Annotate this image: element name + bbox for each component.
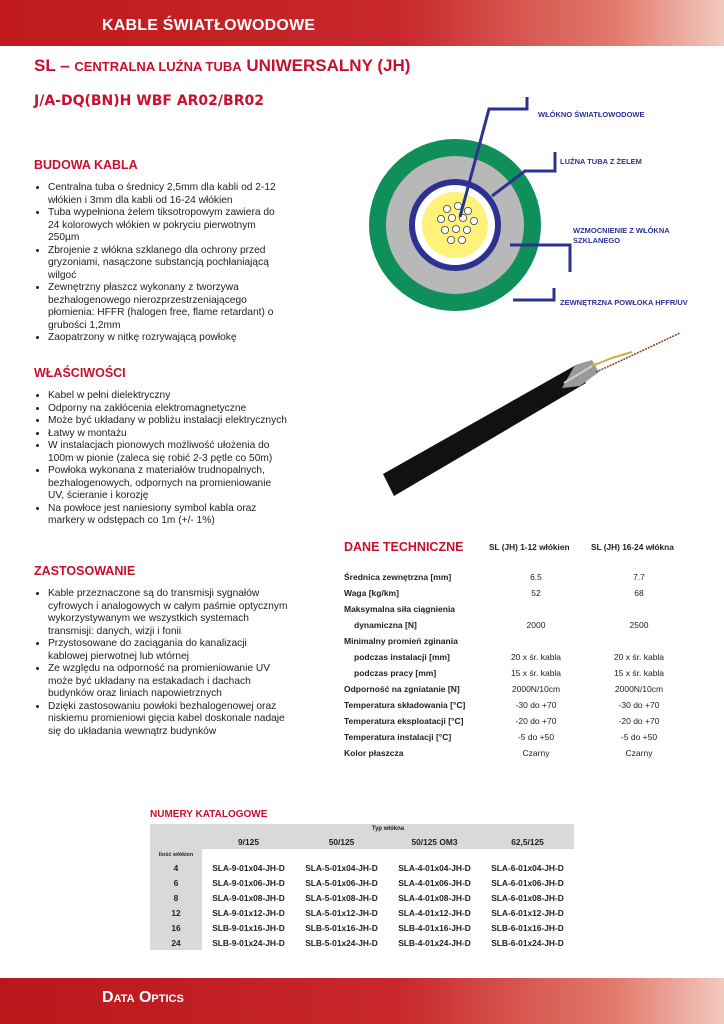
tech-row bbox=[344, 748, 704, 762]
tech-row bbox=[344, 652, 704, 666]
tech-value-2: 2500 bbox=[629, 620, 649, 630]
wlasciwosci-list bbox=[34, 390, 288, 528]
tech-key: Waga [kg/km] bbox=[344, 588, 399, 598]
catalog-code: SLA-9-01x08-JH-D bbox=[212, 892, 285, 903]
catalog-row bbox=[150, 860, 574, 875]
catalog-code: SLB-4-01x16-JH-D bbox=[398, 922, 471, 933]
tech-value-2: 7.7 bbox=[633, 572, 645, 582]
catalog-row bbox=[150, 890, 574, 905]
budowa-heading: BUDOWA KABLA bbox=[34, 158, 138, 172]
tech-key: dynamiczna [N] bbox=[354, 620, 417, 630]
zastosowanie-heading: ZASTOSOWANIE bbox=[34, 564, 136, 578]
budowa-item: • Zbrojenie z włókna szklanego dla ochrony przed gryzoniami, nasączone substancją pochłaniającą wilgoć bbox=[48, 245, 288, 283]
tech-value-1: 15 x śr. kabla bbox=[510, 668, 562, 678]
catalog-code: SLB-6-01x24-JH-D bbox=[491, 937, 564, 948]
tech-row bbox=[344, 588, 704, 602]
tech-row bbox=[344, 716, 704, 730]
label-jacket: ZEWNĘTRZNA POWŁOKA HFFR/UV bbox=[560, 298, 688, 307]
catalog-row bbox=[150, 935, 574, 950]
catalog-code: SLA-5-01x12-JH-D bbox=[305, 907, 378, 918]
catalog-row bbox=[150, 905, 574, 920]
title-suffix: UNIWERSALNY (JH) bbox=[246, 56, 411, 75]
tech-value-2: 68 bbox=[634, 588, 644, 598]
budowa-item: • Centralna tuba o średnicy 2,5mm dla kabli od 2-12 włókien i 3mm dla kabli od 16-24 włókien bbox=[48, 182, 288, 207]
tech-value-1: 52 bbox=[531, 588, 541, 598]
tech-value-2: -20 do +70 bbox=[618, 716, 660, 726]
tech-key: podczas pracy [mm] bbox=[354, 668, 437, 678]
tech-row bbox=[344, 668, 704, 682]
fiber-count: 12 bbox=[150, 905, 202, 920]
catalog-code: SLA-5-01x06-JH-D bbox=[305, 877, 378, 888]
catalog-code: SLA-9-01x06-JH-D bbox=[212, 877, 285, 888]
tech-value-1: -30 do +70 bbox=[515, 700, 557, 710]
label-fiber: WŁÓKNO ŚWIATŁOWODOWE bbox=[538, 110, 645, 119]
tech-row bbox=[344, 620, 704, 634]
tech-value-2: 15 x śr. kabla bbox=[613, 668, 665, 678]
catalog-code: SLB-5-01x16-JH-D bbox=[305, 922, 378, 933]
catalog-code: SLA-9-01x12-JH-D bbox=[212, 907, 285, 918]
catalog-code: SLA-9-01x04-JH-D bbox=[212, 862, 285, 873]
dane-heading: DANE TECHNICZNE bbox=[344, 540, 464, 554]
zastosowanie-item: • Dzięki zastosowaniu powłoki bezhalogenowej oraz niskiemu promieniowi gięcia kabel doskonale nadaje się do układania wewnątrz budynków bbox=[48, 701, 288, 739]
catalog-code: SLB-9-01x24-JH-D bbox=[212, 937, 285, 948]
tech-key: Średnica zewnętrzna [mm] bbox=[344, 572, 452, 582]
catalog-row bbox=[150, 920, 574, 935]
wlasciwosci-heading: WŁAŚCIWOŚCI bbox=[34, 366, 126, 380]
label-tube: LUŹNA TUBA Z ŻELEM bbox=[560, 157, 642, 166]
catalog-code: SLA-6-01x04-JH-D bbox=[491, 862, 564, 873]
tech-value-1: -5 do +50 bbox=[517, 732, 555, 742]
tech-value-1: Czarny bbox=[522, 748, 550, 758]
tech-value-2: 2000N/10cm bbox=[614, 684, 664, 694]
catalog-code: SLA-4-01x04-JH-D bbox=[398, 862, 471, 873]
wlasciwosci-item: • W instalacjach pionowych możliwość ułożenia do 100m w pionie (zaleca się robić 2-3 pętle co 50m) bbox=[48, 440, 288, 465]
tech-key: Kolor płaszcza bbox=[344, 748, 404, 758]
catalog-code: SLB-6-01x16-JH-D bbox=[491, 922, 564, 933]
tech-key: podczas instalacji [mm] bbox=[354, 652, 450, 662]
tech-col1-header: SL (JH) 1-12 włókien bbox=[489, 542, 570, 552]
tech-value-2: 20 x śr. kabla bbox=[613, 652, 665, 662]
fiber-type-header: 62,5/125 bbox=[481, 834, 574, 849]
catalog-code: SLA-6-01x06-JH-D bbox=[491, 877, 564, 888]
budowa-item: • Tuba wypełniona żelem tiksotropowym zawiera do 24 kolorowych włókien w pokryciu pierwotnym 250µm bbox=[48, 207, 288, 245]
tech-row bbox=[344, 700, 704, 714]
tech-row bbox=[344, 732, 704, 746]
fiber-type-header: 9/125 bbox=[202, 834, 295, 849]
zastosowanie-item: • Kable przeznaczone są do transmisji sygnałów cyfrowych i analogowych w całym paśmie optycznym wykorzystywanym we wszystkich systemach transmisji: danych, wizji i fonii bbox=[48, 588, 288, 638]
catalog-code: SLA-6-01x08-JH-D bbox=[491, 892, 564, 903]
catalog-table bbox=[150, 824, 574, 950]
catalog-code: SLA-4-01x08-JH-D bbox=[398, 892, 471, 903]
zastosowanie-item: • Ze względu na odporność na promieniowanie UV może być układany na estakadach i dachach budynków oraz liniach napowietrznych bbox=[48, 663, 288, 701]
footer-brand: Data Optics bbox=[102, 989, 184, 1006]
label-strength: WZMOCNIENIE Z WŁÓKNA SZKLANEGO bbox=[573, 226, 670, 245]
tech-value-1: 2000 bbox=[526, 620, 546, 630]
tech-row bbox=[344, 572, 704, 586]
tech-value-1: 2000N/10cm bbox=[511, 684, 561, 694]
tech-value-2: -5 do +50 bbox=[620, 732, 658, 742]
tech-value-1: 20 x śr. kabla bbox=[510, 652, 562, 662]
budowa-item: • Zaopatrzony w nitkę rozrywającą powłokę bbox=[48, 332, 288, 345]
tech-row bbox=[344, 636, 704, 650]
budowa-item: • Zewnętrzny płaszcz wykonany z tworzywa bezhalogenowego nierozprzestrzeniającego płomienia: HFFR (halogen free, flame retardant) o grubości 1,2mm bbox=[48, 282, 288, 332]
tech-key: Temperatura instalacji [°C] bbox=[344, 732, 452, 742]
wlasciwosci-item: • Może być układany w pobliżu instalacji elektrycznych bbox=[48, 415, 288, 428]
tech-value-1: 6.5 bbox=[530, 572, 542, 582]
catalog-code: SLA-4-01x06-JH-D bbox=[398, 877, 471, 888]
title-prefix: SL – bbox=[34, 56, 70, 75]
zastosowanie-item: • Przystosowane do zaciągania do kanalizacji kablowej pierwotnej lub wtórnej bbox=[48, 638, 288, 663]
gel-core bbox=[422, 192, 488, 258]
product-code: J/A-DQ(BN)H WBF AR02/BR02 bbox=[34, 93, 264, 109]
fiber-count: 16 bbox=[150, 920, 202, 935]
header-title: KABLE ŚWIATŁOWODOWE bbox=[102, 17, 316, 34]
tech-key: Temperatura składowania [°C] bbox=[344, 700, 466, 710]
type-label: Typ włókna bbox=[202, 824, 574, 834]
wlasciwosci-item: • Powłoka wykonana z materiałów trudnopalnych, bezhalogenowych, odpornych na promieniowanie UV, ścieranie i korozję bbox=[48, 465, 288, 503]
fiber-count: 8 bbox=[150, 890, 202, 905]
catalog-row bbox=[150, 875, 574, 890]
wlasciwosci-item: • Na powłoce jest naniesiony symbol kabla oraz markery w odstępach co 1m (+/- 1%) bbox=[48, 503, 288, 528]
catalog-code: SLA-5-01x04-JH-D bbox=[305, 862, 378, 873]
wlasciwosci-item: • Kabel w pełni dielektryczny bbox=[48, 390, 288, 403]
tech-value-2: Czarny bbox=[625, 748, 653, 758]
tech-key: Minimalny promień zginania bbox=[344, 636, 458, 646]
tech-value-2: -30 do +70 bbox=[618, 700, 660, 710]
title-mid: CENTRALNA LUŹNA TUBA bbox=[74, 59, 242, 74]
count-label: Ilość włókien bbox=[150, 849, 202, 860]
zastosowanie-list bbox=[34, 588, 288, 738]
fiber-count: 4 bbox=[150, 860, 202, 875]
catalog-code: SLB-9-01x16-JH-D bbox=[212, 922, 285, 933]
wlasciwosci-item: • Odporny na zakłócenia elektromagnetyczne bbox=[48, 403, 288, 416]
tech-key: Maksymalna siła ciągnienia bbox=[344, 604, 456, 614]
fiber-type-header: 50/125 OM3 bbox=[388, 834, 481, 849]
catalog-code: SLA-4-01x12-JH-D bbox=[398, 907, 471, 918]
tech-key: Temperatura eksploatacji [°C] bbox=[344, 716, 464, 726]
catalog-code: SLB-5-01x24-JH-D bbox=[305, 937, 378, 948]
fiber-count: 6 bbox=[150, 875, 202, 890]
wlasciwosci-item: • Łatwy w montażu bbox=[48, 428, 288, 441]
katalog-heading: NUMERY KATALOGOWE bbox=[150, 809, 268, 820]
fiber-count: 24 bbox=[150, 935, 202, 950]
cable-side-view bbox=[383, 333, 680, 496]
tech-key: Odporność na zgniatanie [N] bbox=[344, 684, 460, 694]
catalog-table-wrap bbox=[150, 824, 574, 950]
tech-col2-header: SL (JH) 16-24 włókna bbox=[591, 542, 674, 552]
tech-value-1: -20 do +70 bbox=[515, 716, 557, 726]
catalog-code: SLA-5-01x08-JH-D bbox=[305, 892, 378, 903]
tech-row bbox=[344, 604, 704, 618]
catalog-code: SLB-4-01x24-JH-D bbox=[398, 937, 471, 948]
footer-bar bbox=[0, 978, 724, 1024]
catalog-code: SLA-6-01x12-JH-D bbox=[491, 907, 564, 918]
tech-row bbox=[344, 684, 704, 698]
fiber-type-header: 50/125 bbox=[295, 834, 388, 849]
